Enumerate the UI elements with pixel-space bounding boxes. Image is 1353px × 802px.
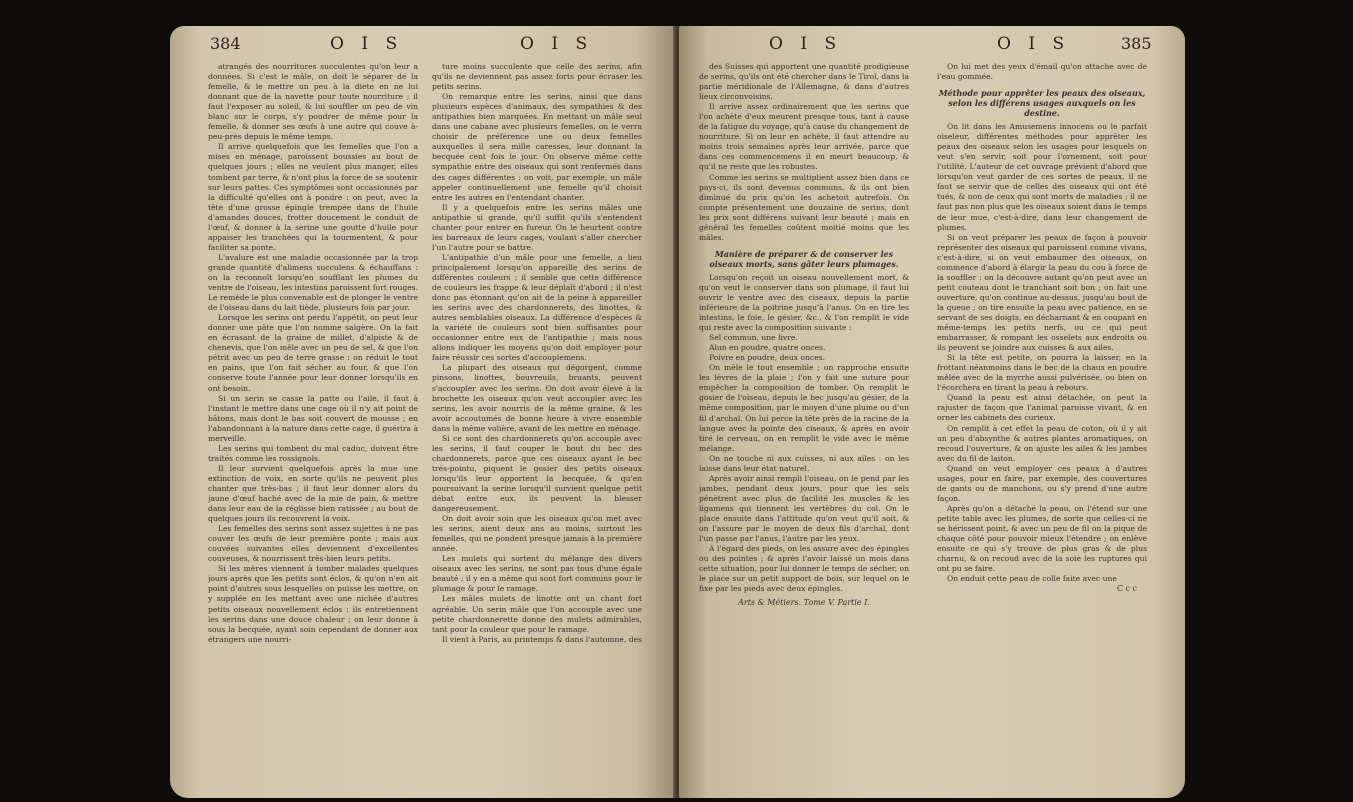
right-column-1 [699, 62, 909, 790]
signature-mark: C c c [1116, 584, 1137, 594]
paragraph: Il arrive quelquefois que les femelles que l'on a mises en ménage, paroissent boussies au bout de quelques jours ; elles ne veulent plus manger, elles tombent par terre, & n'ont plus la force de se soutenir sur leurs pattes. Ces symptômes sont occasionnés par la difficulté qu'elles ont à pondre : on peut, avec la tête d'une grosse épingle trempée dans de l'huile d'amandes douces, frotter doucement le conduit de l'œuf, & donner à la serine une goutte d'huile pour appaiser les tranchées qui la tourmentent, & pour faciliter sa ponte. [208, 142, 418, 252]
paragraph: L'avalure est une maladie occasionnée par la trop grande quantité d'alimens succulens & échauffans : on la reconnoît lorsqu'en soufflant les plumes du ventre de l'oiseau, les intestins paroissent fort rouges. Le remède le plus convenable est de plonger le ventre de l'oiseau dans du lait tiède, plusieurs fois par jour. [208, 252, 418, 313]
list-item: Alun en poudre, quatre onces. [709, 343, 826, 353]
paragraph: ture moins succulente que celle des serins, afin qu'ils ne deviennent pas assez forts pour écraser les petits serins. [432, 62, 642, 92]
paragraph: Si ce sont des chardonnerets qu'on accouple avec les serins, il faut couper le bout du bec des chardonnerets, parce que ces oiseaux ayant le bec très-pointu, piquent le gosier des petits oiseaux lorsqu'ils leur apportent la becquée, & qu'en poursuivant la serine lorsqu'il survient quelque petit débat entre eux, ils peuvent la blesser dangereusement. [432, 433, 642, 514]
paragraph: Il leur survient quelquefois après la mue une extinction de voix, en sorte qu'ils ne peuvent plus chanter que très-bas ; il faut leur donner alors du jaune d'œuf haché avec de la mie de pain, & mettre dans leur eau de la réglisse bien ratissée ; au bout de quelques jours ils recouvrent la voix. [208, 463, 418, 524]
section-heading: Méthode pour apprêter les peaux des oiseaux, selon les différens usages auxquels on les destine. [938, 88, 1146, 119]
paragraph: Si la tête est petite, on pourra la laisser, en la frottant néanmoins dans le bec de la chaux en poudre mêlée avec de la myrrhe aussi pulvérisée, ou bien on l'écorchera en tirant la peau à rebours. [937, 353, 1147, 393]
running-head-right: O I S [769, 34, 843, 54]
paragraph: L'antipathie d'un mâle pour une femelle, a lieu principalement lorsqu'on appareille des serins de différentes couleurs ; il semble que cette différence de couleurs les frappe & leur déplaît d'abord ; il n'est donc pas étonnant qu'on ait de la peine à appareiller les serins avec des chardonnerets, des linottes, & autres semblables oiseaux. La différence d'espèces & la variété de couleurs sont bien suffisantes pour occasionner entre eux de l'antipathie ; mais nous allons indiquer les moyens qu'on doit employer pour faire réussir ces sortes d'accouplemens. [432, 252, 642, 363]
paragraph: Les mulets qui sortent du mélange des divers oiseaux avec les serins, ne sont pas tous d'une égale beauté ; il y en a même qui sont fort communs pour le plumage & pour le ramage. [432, 554, 642, 594]
book-spread [170, 26, 1185, 798]
paragraph: des Suisses qui apportent une quantité prodigieuse de serins, qu'ils ont été chercher dans le Tirol, dans la partie méridionale de l'Allemagne, & dans d'autres lieux circonvoisins. [699, 62, 909, 102]
paragraph: A l'égard des pieds, on les assure avec des épingles ou des pointes ; & après l'avoir laissé un mois dans cette situation, pour lui donner le temps de sécher, on le place sur un petit support de bois, sur lequel on le fixe par les pieds avec deux épingles. [699, 544, 909, 594]
list-item: Sel commun, une livre. [709, 333, 798, 343]
paragraph: On mêle le tout ensemble ; on rapproche ensuite les lèvres de la plaie ; l'on y fait une suture pour empêcher la composition de tomber. On remplit le gosier de l'oiseau, depuis le bec jusqu'au gésier, de la même composition, par le moyen d'une plume ou d'un fil d'archal. On lui perce la tête près de la racine de la langue avec la pointe des ciseaux, & après en avoir tiré le cerveau, on en remplit le vide avec le même mélange. [699, 363, 909, 453]
paragraph: On ne touche ni aux cuisses, ni aux ailes : on les laisse dans leur état naturel. [699, 453, 909, 473]
paragraph: On lui met des yeux d'émail qu'on attache avec de l'eau gommée. [937, 62, 1147, 82]
page-number-right: 385 [1121, 34, 1152, 53]
paragraph: Les mâles mulets de linotte ont un chant fort agréable. Un serin mâle que l'on accouple avec une petite chardonnerette donne des mulets admirables, tant pour la couleur que pour le ramage. [432, 594, 642, 634]
paragraph: Après avoir ainsi rempli l'oiseau, on le pend par les jambes, pendant deux jours, pour que les sels pénètrent avec plus de facilité les muscles & les ligamens qui tiennent les vertèbres du col. On le place ensuite dans l'attitude qu'on veut qu'il soit, & on l'assure par le moyen de deux fils d'archal, dont l'un passe par l'anus, l'autre par les yeux. [699, 473, 909, 544]
left-page [170, 26, 676, 798]
running-head-left-2: O I S [520, 34, 594, 54]
paragraph: Lorsqu'on reçoit un oiseau nouvellement mort, & qu'on veut le conserver dans son plumage, il faut lui ouvrir le ventre avec des ciseaux, depuis la partie inférieure de la poitrine jusqu'à l'anus. On en tire les intestins, le foie, le gésier, &c., & l'on remplit le vide qui reste avec la composition suivante : [699, 272, 909, 333]
page-number-left: 384 [210, 34, 241, 53]
paragraph: Comme les serins se multiplient assez bien dans ce pays-ci, ils sont devenus communs, & ils ont bien diminué du prix qu'on les achetoit autrefois. On compte présentement une douzaine de serins, dont les prix sont différens suivant leur beauté ; mais en général les femelles coûtent moitié moins que les mâles. [699, 172, 909, 242]
paragraph: Il arrive assez ordinairement que les serins que l'on achète d'eux meurent presque tous, tant à cause de la fatigue du voyage, qu'à cause du changement de nourriture. Si on leur en achète, il faut attendre au moins trois semaines après leur arrivée, parce que dans ces commencemens il en meurt beaucoup, & qu'il ne reste que les robustes. [699, 102, 909, 172]
right-column-2 [937, 62, 1147, 790]
paragraph: Si un serin se casse la patte ou l'aile, il faut à l'instant le mettre dans une cage où il n'y ait point de bâtons, mais dont le bas soit couvert de mousse ; en l'abandonnant à la nature dans cette cage, il guérira à merveille. [208, 393, 418, 443]
paragraph: Les serins qui tombent du mal caduc, doivent être traités comme les rossignols. [208, 443, 418, 463]
left-column-1 [208, 62, 418, 790]
paragraph: Après qu'on a détaché la peau, on l'étend sur une petite table avec les plumes, de sorte que celles-ci ne se hérissent point, & avec un peu de fil on la pique de chaque côté pour pouvoir mieux l'étendre ; on enlève ensuite ce qui s'y trouve de plus gras & de plus charnu, & on recoud avec de la soie les ruptures qui ont pu se faire. [937, 503, 1147, 574]
paragraph: On enduit cette peau de colle faite avec une [947, 574, 1117, 584]
paragraph: On remarque entre les serins, ainsi que dans plusieurs espèces d'animaux, des sympathies & des antipathies bien marquées. En mettant un mâle seul dans une cabane avec plusieurs femelles, on le verra choisir de préférence une ou deux femelles auxquelles il sera mille caresses, leur donnant la becquée cent fois le jour. On observe même cette sympathie entre des oiseaux qui sont renfermés dans des cages différentes : on voit, par exemple, un mâle appeler continuellement une femelle qu'il choisit entre les autres en l'entendant chanter. [432, 92, 642, 202]
left-column-2 [432, 62, 642, 790]
paragraph: Les femelles des serins sont assez sujettes à ne pas couver les œufs de leur première ponte ; mais aux couvées suivantes elles deviennent d'excellentes couveuses, & nourrissent très-bien leurs petits. [208, 524, 418, 564]
section-heading: Manière de préparer & de conserver les oiseaux morts, sans gâter leurs plumages. [709, 248, 899, 269]
paragraph: La plupart des oiseaux qui dégorgent, comme pinsons, linottes, bouvreuils, bruants, peuvent s'accoupler avec les serins. On doit avoir élevé à la brochette les oiseaux qu'on veut accoupler avec les serins, les avoir nourris de la même graine, & les avoir accoutumés de bonne heure à vivre ensemble dans la même volière, avant de les mettre en ménage. [432, 363, 642, 433]
running-head-left: O I S [330, 34, 404, 54]
recipe-list [699, 333, 909, 363]
paragraph: On remplit à cet effet la peau de coton, où il y ait un peu d'absynthe & autres plantes aromatiques, on recoud l'ouverture, & on ajuste les ailes & les jambes avec du fil de laiton. [937, 423, 1147, 463]
paragraph: Il y a quelquefois entre les serins mâles une antipathie si grande, qu'il suffit qu'ils s'entendent chanter pour entrer en fureur. On le heurtent contre les barreaux de leurs cages, voulant s'aller chercher l'un l'autre pour se battre. [432, 202, 642, 252]
right-page [679, 26, 1185, 798]
page-footer: Arts & Métiers. Tome V. Partie I. [738, 598, 870, 608]
paragraph: Lorsque les serins ont perdu l'appétit, on peut leur donner une pâte que l'on nomme salgère. On la fait en écrasant de la graine de millet, d'alpiste & de chenevis, que l'on mêle avec un peu de sel, & que l'on pétrit avec un peu de terre grasse : on réduit le tout en pains, que l'on fait sécher au four, & que l'on conserve toute l'année pour leur donner lorsqu'ils en ont besoin. [208, 313, 418, 393]
paragraph: Si les mères viennent à tomber malades quelques jours après que les petits sont éclos, & qu'on n'en ait point d'autres sous lesquelles on puisse les mettre, on y supplée en les mettant avec une nichée d'autres petits oiseaux nouvellement éclos : ils entretiennent les serins dans une douce chaleur ; on leur donne à sous la becquée, ayant soin cependant de donner aux étrangers une nourri- [208, 564, 418, 644]
paragraph: Il vient à Paris, au printemps & dans l'automne, des [442, 634, 642, 644]
running-head-right-2: O I S [997, 34, 1071, 54]
paragraph: Quand on veut employer ces peaux à d'autres usages, pour en faire, par exemple, des couvertures de gants ou de manchons, ou s'y prend d'une autre façon. [937, 463, 1147, 503]
paragraph: atrangés des nourritures succulentes qu'on leur a données. Si c'est le mâle, on doit le séparer de la femelle, & le mettre un peu à la diete en ne lui donnant que de la navette pour toute nourriture ; il faut l'exposer au soleil, & lui souffler un peu de vin blanc sur le corps, s'y poudrer de même pour la femelle, & donner ses œufs à une autre qui couve à-peu-près depuis le même temps. [208, 62, 418, 142]
paragraph: Si on veut préparer les peaux de façon à pouvoir représenter des oiseaux qui paroissent comme vivans, c'est-à-dire, si on veut embaumer des oiseaux, on commence d'abord à élargir la peau du cou à force de la souffler : on la découvre autant qu'on peut avec un petit couteau dont le tranchant soit bon ; on fait une ouverture, qu'on continue au-dessus, jusqu'au bout de la queue ; on tire ensuite la peau avec patience, en se servant de ses doigts, en décharnant & en coupant en même-temps les petits nerfs, ou ce qui peut embarrasser, & rompant les osselets aux endroits où ils peuvent se joindre aux cuisses & aux ailes. [937, 232, 1147, 353]
list-item: Poivre en poudre, deux onces. [709, 353, 826, 363]
paragraph: On lit dans les Amusemens innocens ou le parfait oiseleur, différentes méthodes pour apprêter les peaux des oiseaux selon les usages pour lesquels on veut s'en servir, soit pour l'ornement, soit pour l'utilité. L'auteur de cet ouvrage prévient d'abord que lorsqu'on veut garder de ces sortes de peaux, il ne faut se servir que de celles des oiseaux qui ont été tués, & non de ceux qui sont morts de maladies ; il ne faut pas non plus que les oiseaux soient dans le temps de leur mue, c'est-à-dire, dans leur changement de plumes. [937, 122, 1147, 232]
paragraph: Quand la peau est ainsi détachée, on peut la rajuster de façon que l'animal paroisse vivant, & en orner les cabinets des curieux. [937, 393, 1147, 423]
paragraph: On doit avoir soin que les oiseaux qu'on met avec les serins, aient deux ans au moins, surtout les femelles, qui ne pondent presque jamais à la première année. [432, 514, 642, 554]
